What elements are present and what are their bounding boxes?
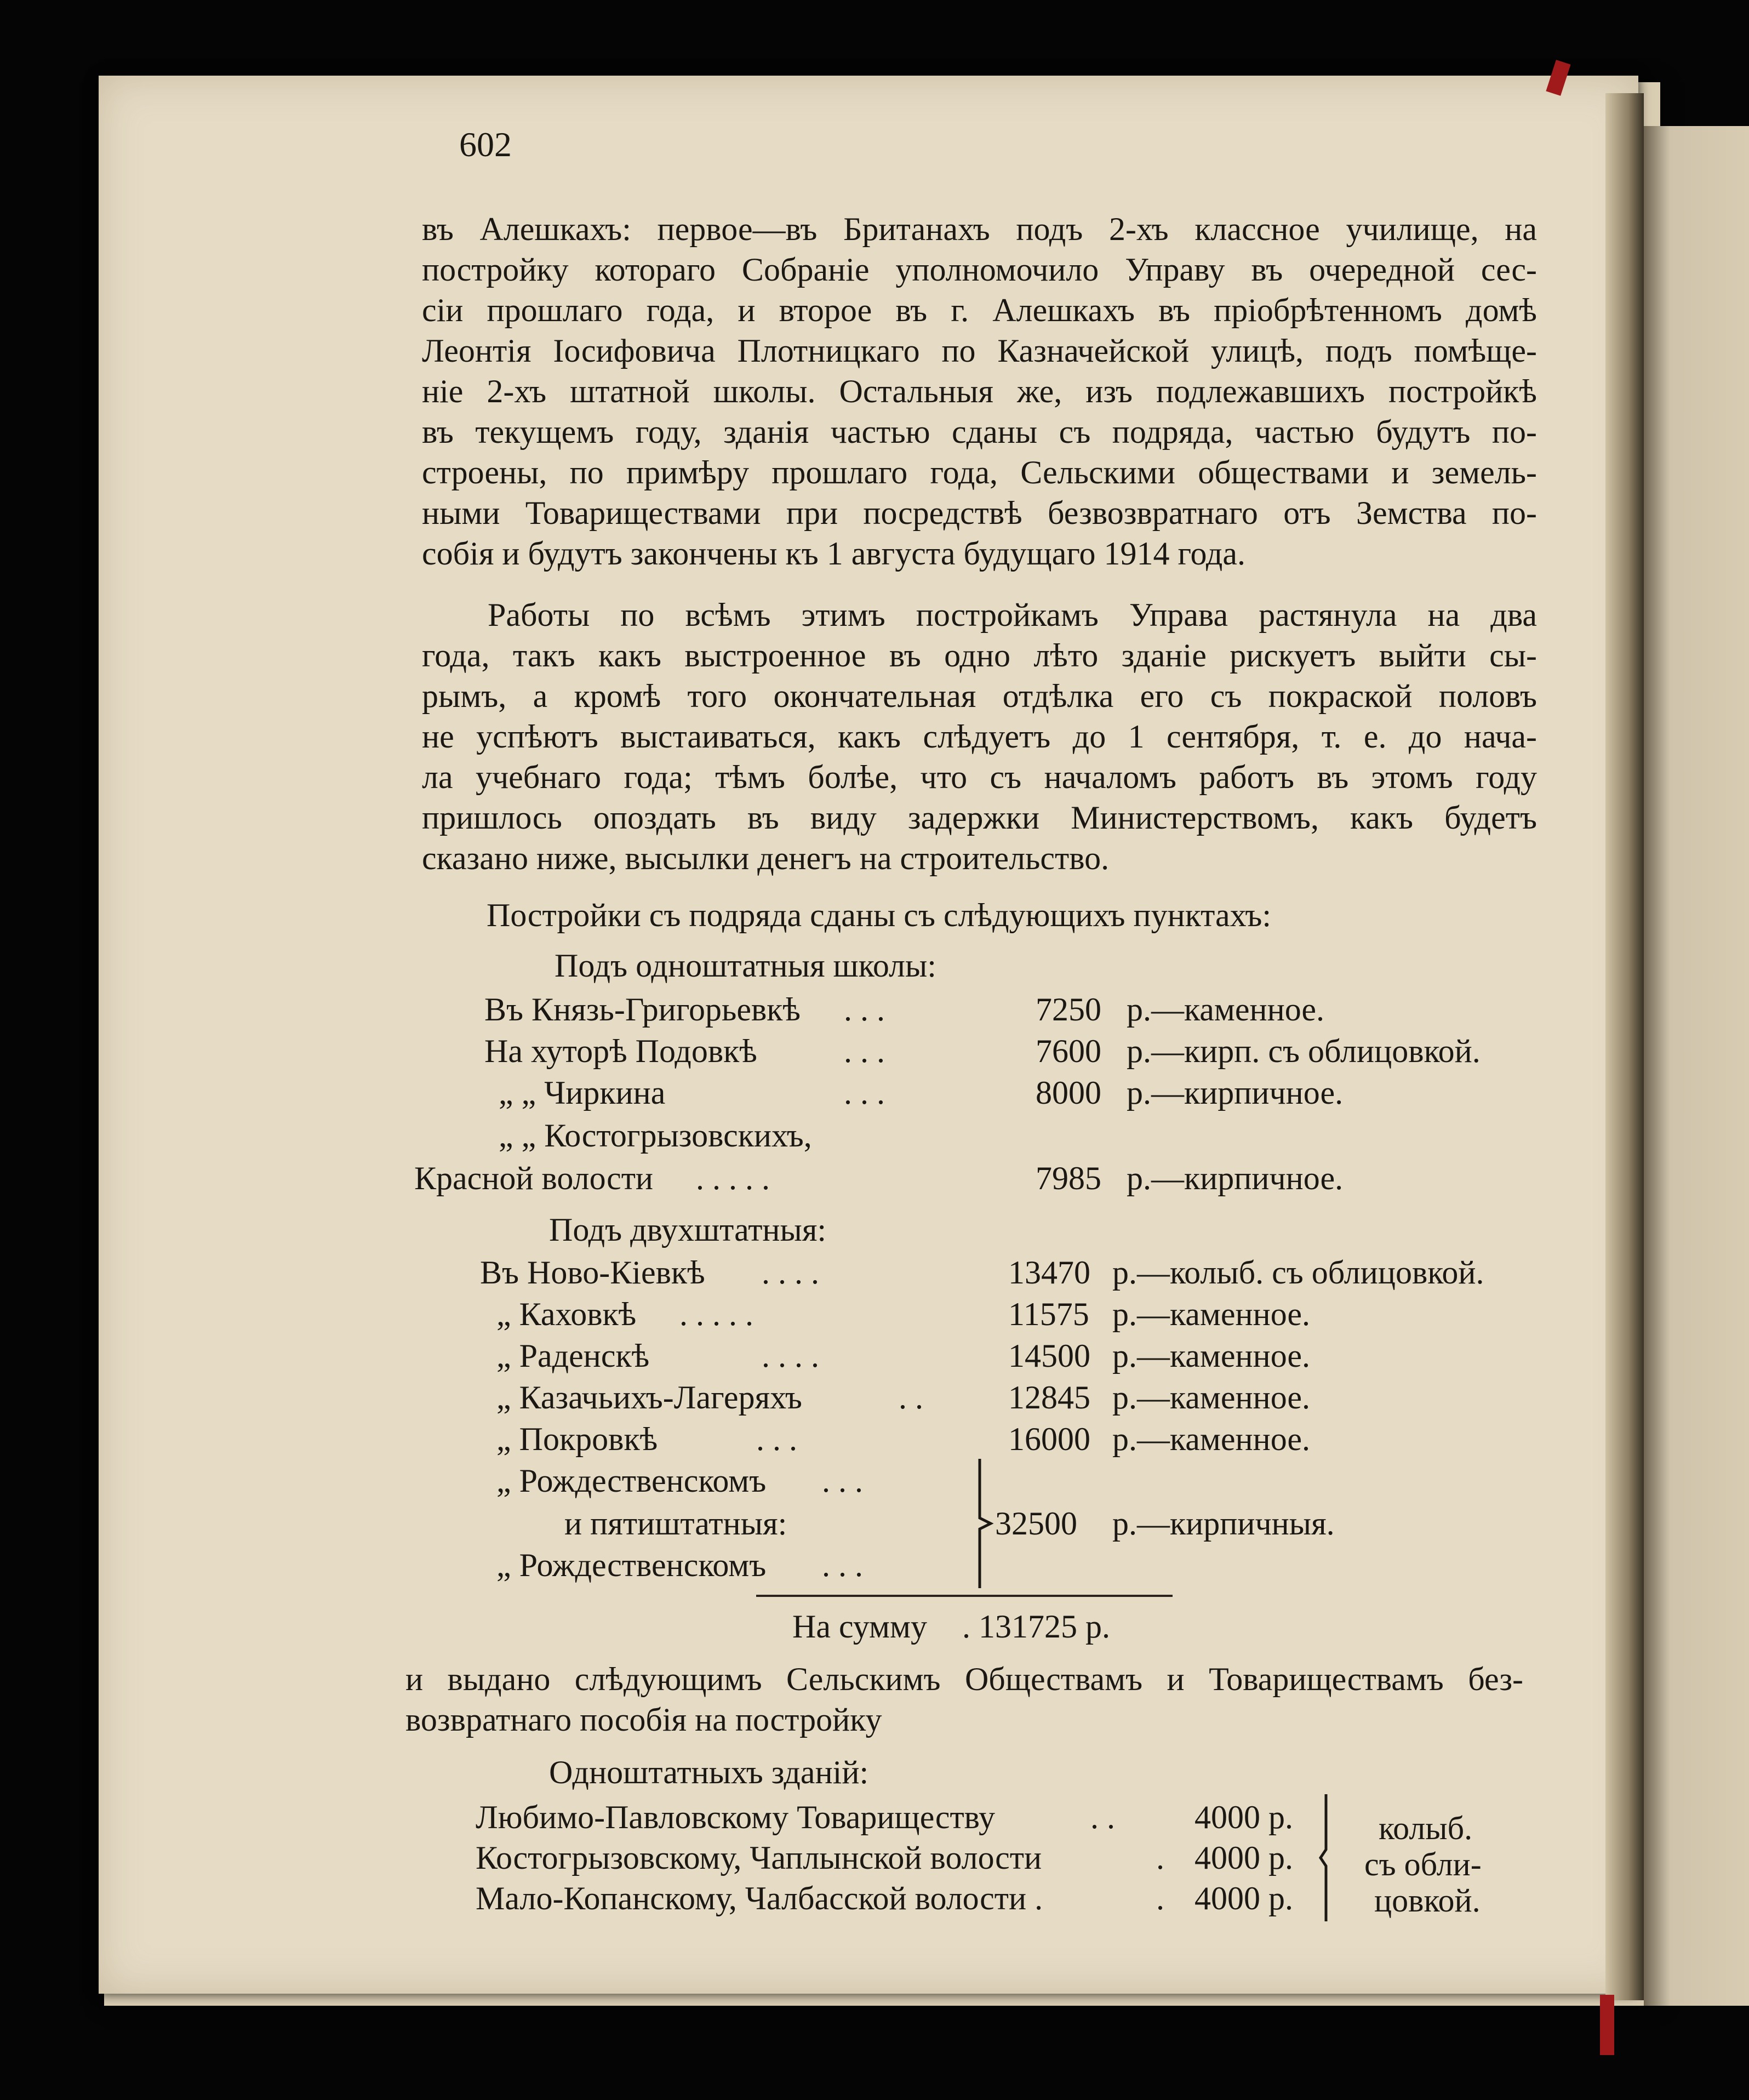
p1-line-2: постройку котораго Собраніе уполномочило Управу въ очередной сес- bbox=[422, 252, 1537, 288]
double-row-3-desc: р.—каменное. bbox=[1112, 1338, 1311, 1374]
total-label: На сумму bbox=[792, 1608, 927, 1645]
single-row-5-amount: 7985 bbox=[1036, 1160, 1101, 1196]
heading-single-staff: Подъ одноштатныя школы: bbox=[555, 948, 936, 984]
double-row-7-place: и пятиштатныя: bbox=[564, 1505, 787, 1542]
p1-line-8: ными Товариществами при посредствѣ безвозвратнаго отъ Земства по- bbox=[422, 495, 1537, 531]
p2-line-6: пришлось опоздать въ виду задержки Министерствомъ, какъ будетъ bbox=[422, 800, 1537, 836]
double-row-4-amount: 12845 bbox=[1008, 1379, 1090, 1416]
double-row-1-amount: 13470 bbox=[1008, 1254, 1090, 1291]
double-row-5-dots: . . . bbox=[756, 1421, 797, 1457]
grant-row-1-amount: 4000 р. bbox=[1194, 1799, 1293, 1835]
grant-row-2-name: Костогрызовскому, Чаплынской волости bbox=[476, 1840, 1042, 1876]
single-row-3-place: „ „ Чиркина bbox=[499, 1075, 666, 1111]
p1-line-4: Леонтія Іосифовича Плотницкаго по Казначейской улицѣ, подъ помѣще- bbox=[422, 333, 1537, 369]
p1-line-7: строены, по примѣру прошлаго года, Сельскими обществами и земель- bbox=[422, 454, 1537, 490]
double-row-3-amount: 14500 bbox=[1008, 1338, 1090, 1374]
double-row-5-place: „ Покровкѣ bbox=[496, 1421, 658, 1457]
grant-row-3-dots: . bbox=[1156, 1880, 1164, 1916]
contract-intro: Постройки съ подряда сданы съ слѣдующихъ пунктахъ: bbox=[487, 897, 1272, 933]
grant-row-3-name: Мало-Копанскому, Чалбасской волости . bbox=[476, 1880, 1043, 1916]
p2-line-2: года, такъ какъ выстроенное въ одно лѣто зданіе рискуетъ выйти сы- bbox=[422, 637, 1537, 674]
heading-grants: Одноштатныхъ зданій: bbox=[549, 1754, 869, 1790]
grant-row-2-amount: 4000 р. bbox=[1194, 1840, 1293, 1876]
double-row-6-dots: . . . bbox=[822, 1463, 863, 1499]
single-row-1-dots: . . . bbox=[844, 991, 885, 1028]
p2-line-1: Работы по всѣмъ этимъ постройкамъ Управа растянула на два bbox=[488, 597, 1537, 633]
double-row-3-place: „ Раденскѣ bbox=[496, 1338, 650, 1374]
p1-line-6: въ текущемъ году, зданія частью сданы съ подряда, частью будутъ по- bbox=[422, 414, 1537, 450]
grant-note-line-2: съ обли- bbox=[1364, 1846, 1482, 1882]
single-row-5-desc: р.—кирпичное. bbox=[1127, 1160, 1344, 1196]
grant-row-2-dots: . bbox=[1156, 1840, 1164, 1876]
double-row-6-place: „ Рождественскомъ bbox=[496, 1463, 767, 1499]
grant-note-line-1: колыб. bbox=[1379, 1810, 1473, 1846]
p1-line-5: ніе 2-хъ штатной школы. Остальныя же, изъ подлежавшихъ постройкѣ bbox=[422, 373, 1537, 409]
double-row-4-place: „ Казачьихъ-Лагеряхъ bbox=[496, 1379, 802, 1416]
grant-row-3-amount: 4000 р. bbox=[1194, 1880, 1293, 1916]
double-row-7-desc: р.—кирпичныя. bbox=[1112, 1505, 1335, 1542]
p3-line-1: и выдано слѣдующимъ Сельскимъ Обществамъ и Товариществамъ без- bbox=[405, 1661, 1523, 1697]
bracket-brace bbox=[975, 1458, 997, 1589]
double-row-8-dots: . . . bbox=[822, 1547, 863, 1583]
single-row-3-desc: р.—кирпичное. bbox=[1127, 1075, 1344, 1111]
double-row-2-place: „ Каховкѣ bbox=[496, 1296, 637, 1332]
double-row-5-amount: 16000 bbox=[1008, 1421, 1090, 1457]
single-row-2-desc: р.—кирп. съ облицовкой. bbox=[1127, 1033, 1481, 1069]
heading-double-staff: Подъ двухштатныя: bbox=[549, 1212, 827, 1248]
single-row-2-dots: . . . bbox=[844, 1033, 885, 1069]
double-row-2-amount: 11575 bbox=[1008, 1296, 1089, 1332]
double-row-3-dots: . . . . bbox=[762, 1338, 819, 1374]
grant-row-1-name: Любимо-Павловскому Товариществу bbox=[476, 1799, 995, 1835]
single-row-3-amount: 8000 bbox=[1036, 1075, 1101, 1111]
grants-brace bbox=[1315, 1792, 1337, 1924]
double-row-4-desc: р.—каменное. bbox=[1112, 1379, 1311, 1416]
p2-line-3: рымъ, а кромѣ того окончательная отдѣлка его съ покраской половъ bbox=[422, 678, 1537, 714]
single-row-3-dots: . . . bbox=[844, 1075, 885, 1111]
grant-note-line-3: цовкой. bbox=[1374, 1882, 1481, 1919]
single-row-2-amount: 7600 bbox=[1036, 1033, 1101, 1069]
double-row-5-desc: р.—каменное. bbox=[1112, 1421, 1311, 1457]
single-row-5-place: Красной волости bbox=[414, 1160, 654, 1196]
page-number: 602 bbox=[459, 125, 512, 164]
p2-line-5: ла учебнаго года; тѣмъ болѣе, что съ началомъ работъ въ этомъ году bbox=[422, 759, 1537, 795]
single-row-2-place: На хуторѣ Подовкѣ bbox=[484, 1033, 757, 1069]
p1-line-9: собія и будутъ закончены къ 1 августа будущаго 1914 года. bbox=[422, 535, 1245, 572]
single-row-1-amount: 7250 bbox=[1036, 991, 1101, 1028]
single-row-5-dots: . . . . . bbox=[696, 1160, 770, 1196]
double-row-1-place: Въ Ново-Кіевкѣ bbox=[480, 1254, 705, 1291]
p1-line-1: въ Алешкахъ: первое—въ Британахъ подъ 2-хъ классное училище, на bbox=[422, 211, 1537, 247]
total-value: . 131725 р. bbox=[962, 1608, 1110, 1645]
single-row-4-place: „ „ Костогрызовскихъ, bbox=[499, 1117, 812, 1154]
grant-row-1-dots: . . bbox=[1090, 1799, 1115, 1835]
p1-line-3: сіи прошлаго года, и второе въ г. Алешкахъ въ пріобрѣтенномъ домѣ bbox=[422, 292, 1537, 328]
p2-line-4: не успѣютъ выстаиваться, какъ слѣдуетъ до 1 сентября, т. е. до нача- bbox=[422, 718, 1537, 755]
double-row-1-desc: р.—колыб. съ облицовкой. bbox=[1112, 1254, 1484, 1291]
double-row-8-place: „ Рождественскомъ bbox=[496, 1547, 767, 1583]
double-row-7-amount: 32500 bbox=[995, 1505, 1077, 1542]
double-row-4-dots: . . bbox=[899, 1379, 923, 1416]
double-row-2-desc: р.—каменное. bbox=[1112, 1296, 1311, 1332]
total-rule bbox=[756, 1595, 1173, 1597]
p3-line-2: возвратнаго пособія на постройку bbox=[405, 1702, 882, 1738]
double-row-1-dots: . . . . bbox=[762, 1254, 819, 1291]
p2-line-7: сказано ниже, высылки денегъ на строительство. bbox=[422, 840, 1110, 876]
single-row-1-place: Въ Князь-Григорьевкѣ bbox=[484, 991, 801, 1028]
double-row-2-dots: . . . . . bbox=[679, 1296, 753, 1332]
single-row-1-desc: р.—каменное. bbox=[1127, 991, 1325, 1028]
